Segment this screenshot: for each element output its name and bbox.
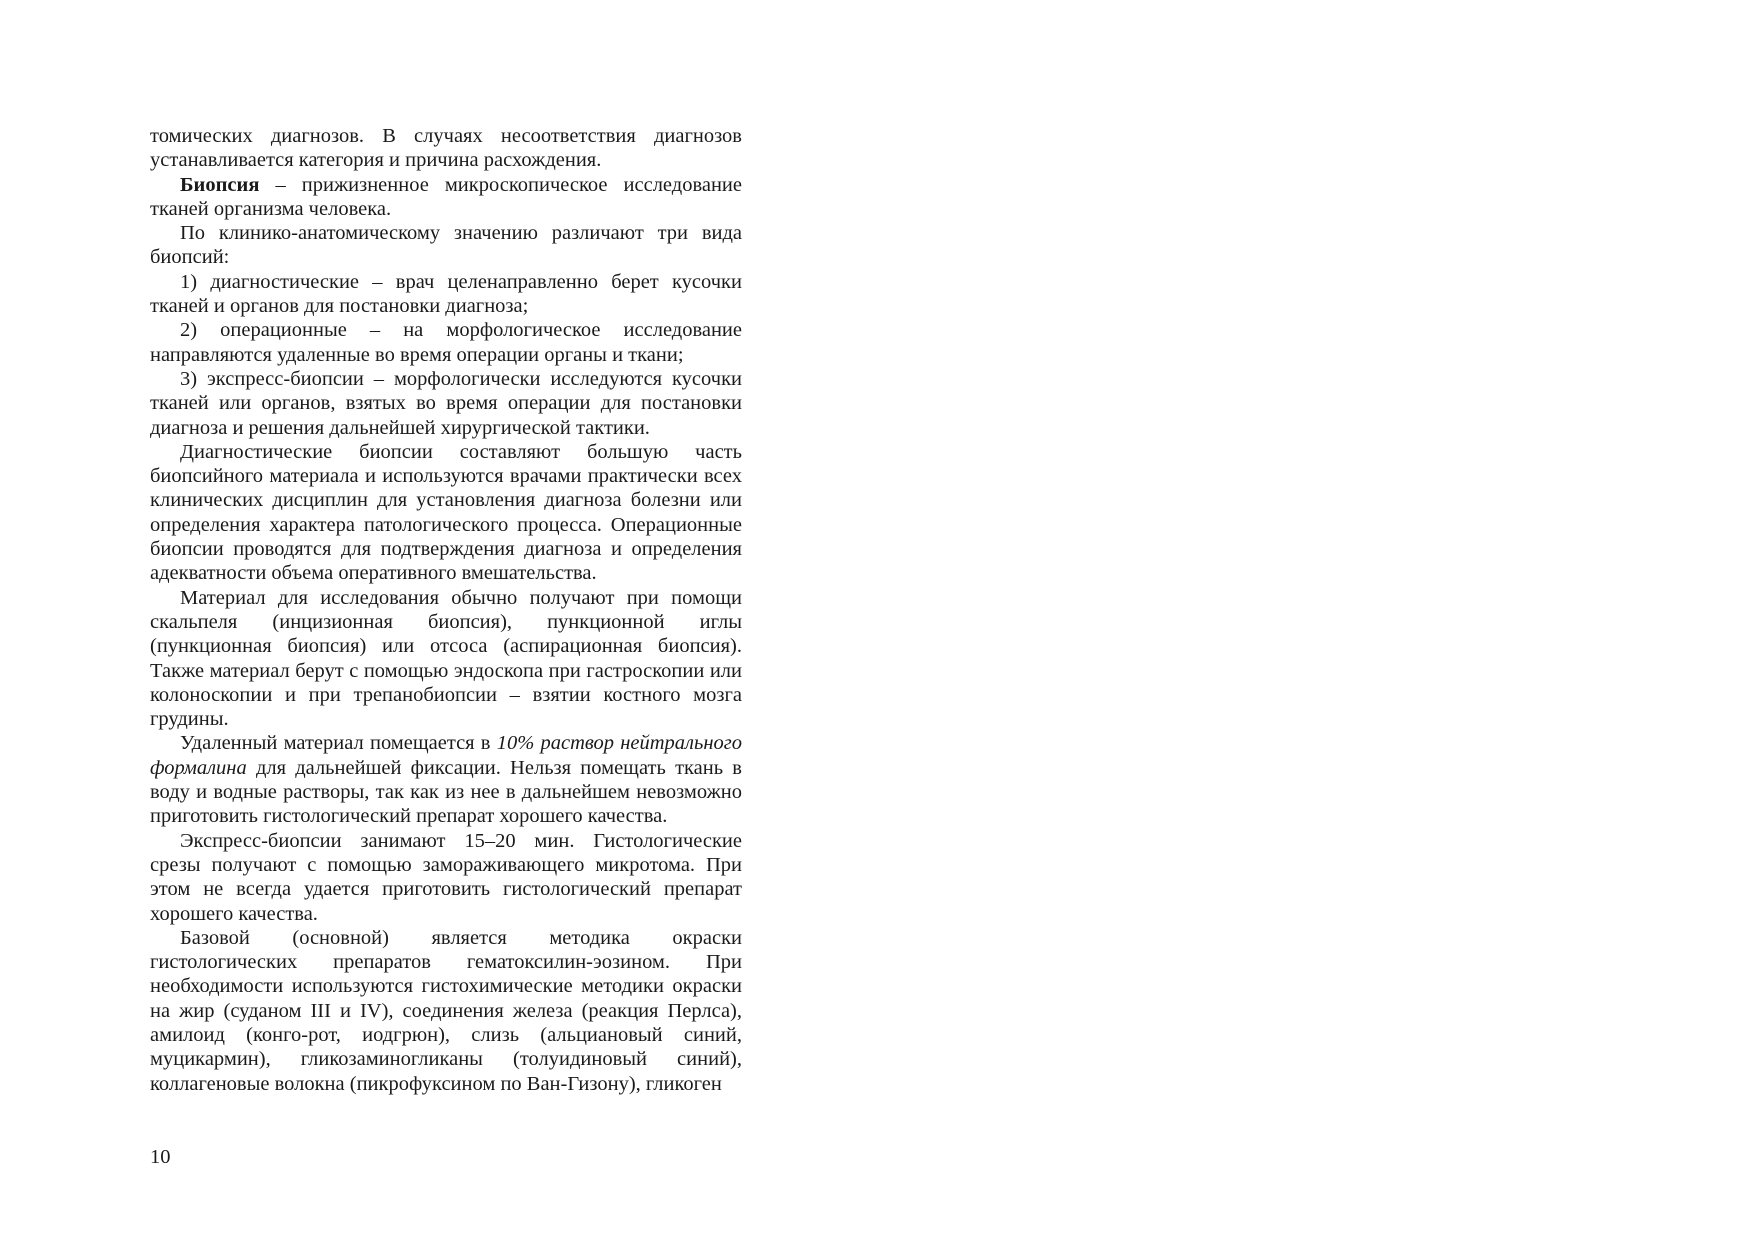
page-number: 10 (150, 1146, 171, 1168)
paragraph-biopsy-types-intro: По клинико-анатомическому значению различают три вида биопсий: (150, 222, 742, 269)
paragraph-continuation: томических диагнозов. В случаях несоответствия диагнозов устанавливается категория и причина расхождения. (150, 125, 742, 172)
document-page (150, 124, 742, 1096)
paragraph-material-collection: Материал для исследования обычно получают при помощи скальпеля (инцизионная биопсия), пункционной иглы (пункционная биопсия) или отсоса (аспирационная биопсия). Также материал берут с помощью эндоскопа при гастроскопии или колоноскопии и при трепанобиопсии – взятии костного мозга грудины. (150, 586, 742, 731)
definition-text: – прижизненное микроскопическое исследование тканей организма человека. (150, 173, 742, 220)
paragraph-diagnostic-biopsies: Диагностические биопсии составляют большую часть биопсийного материала и используются врачами практически всех клинических дисциплин для установления диагноза болезни или определения характера патологического процесса. Операционные биопсии проводятся для подтверждения диагноза и определения адекватности объема оперативного вмешательства. (150, 440, 742, 585)
paragraph-biopsy-definition (150, 173, 742, 222)
term-biopsy: Биопсия (180, 173, 260, 196)
paragraph-fixation (150, 731, 742, 828)
list-item-diagnostic: 1) диагностические – врач целенаправленно берет кусочки тканей и органов для постановки диагноза; (150, 270, 742, 318)
list-item-operational: 2) операционные – на морфологическое исследование направляются удаленные во время операции органы и ткани; (150, 319, 742, 366)
list-item-express: 3) экспресс-биопсии – морфологически исследуются кусочки тканей или органов, взятых во время операции для постановки диагноза и решения дальнейшей хирургической тактики. (150, 367, 742, 439)
fixation-text-after: для дальнейшей фиксации. Нельзя помещать ткань в воду и водные растворы, так как из нее в дальнейшем невозможно приготовить гистологический препарат хорошего качества. (150, 756, 742, 828)
paragraph-staining-methods: Базовой (основной) является методика окраски гистологических препаратов гематоксилин-эозином. При необходимости используются гистохимические методики окраски на жир (суданом III и IV), соединения железа (реакция Перлса), амилоид (конго-рот, иодгрюн), слизь (альциановый синий, муцикармин), гликозаминогликаны (толуидиновый синий), коллагеновые волокна (пикрофуксином по Ван-Гизону), гликоген (150, 926, 742, 1095)
fixation-text-before: Удаленный материал помещается в (180, 732, 497, 755)
formalin-emphasis: 10% раствор нейтрального формалина (150, 732, 742, 779)
paragraph-express-biopsies: Экспресс-биопсии занимают 15–20 мин. Гистологические срезы получают с помощью замораживающего микротома. При этом не всегда удается приготовить гистологический препарат хорошего качества. (150, 829, 742, 925)
